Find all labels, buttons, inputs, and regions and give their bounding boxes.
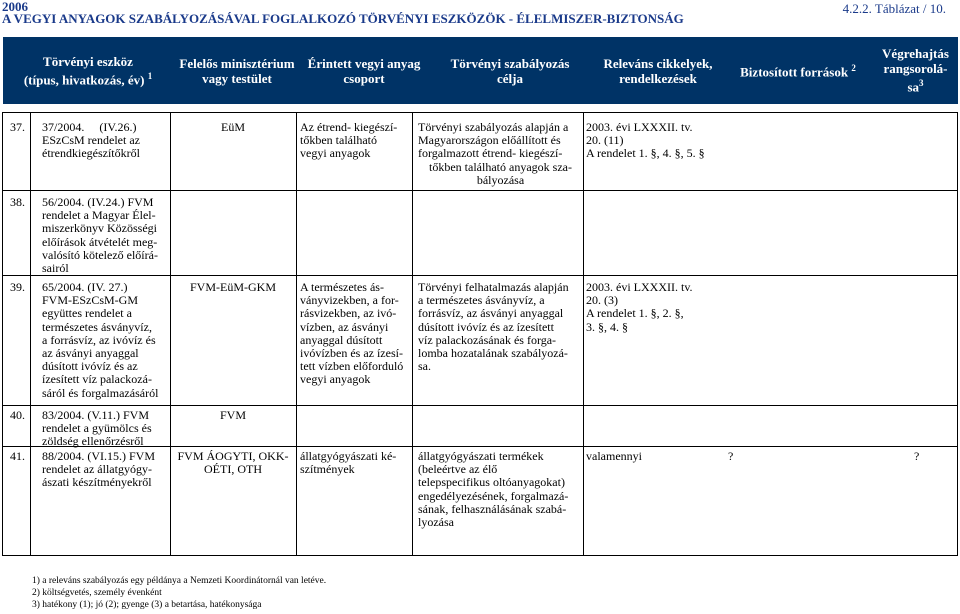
law-line: 83/2004. (V.11.) FVM [42,408,150,422]
footnote-mark-1: 1 [147,70,153,81]
goal-cell [418,281,583,373]
footnote-3: 3) hatékony (1); jó (2); gyenge (3) a betartása, hatékonysága [32,600,262,610]
ministry-line: FVM ÁOGYTI, OKK- [177,449,289,463]
ministry-line: OÉTI, OTH [204,462,262,477]
law-line: zöldség ellenőrzésről [42,434,144,449]
goal-line: (beleértve az élő [418,462,498,477]
priority-cell: ? [914,449,920,463]
goal-line: forrásvíz, az ásványi anyaggal [418,306,564,321]
law-line: természetes ásványvíz, [42,319,152,334]
group-line: állatgyógyászati ké- [300,449,397,463]
column-header-goal-line2: célja [497,70,523,86]
row-number: 39. [10,280,25,294]
row-divider [2,190,958,191]
law-line: ESzCsM rendelet az [42,133,140,148]
group-line: vegyi anyagok [300,372,371,387]
row-number: 40. [10,408,25,422]
law-line: ászati készítményekről [42,475,152,490]
column-header-priority-line1: Végrehajtás [882,46,949,62]
law-cell [42,450,167,490]
header-title: A VEGYI ANYAGOK SZABÁLYOZÁSÁVAL FOGLALKOZÓ TÖRVÉNYI ESZKÖZÖK - ÉLELMISZER-BIZTONSÁG [2,11,684,26]
group-line: rásvizekben, az ivó- [300,306,397,321]
goal-line: dúsított ivóvíz és az ízesített [418,319,554,334]
law-cell [42,281,167,400]
resources-cell: ? [728,449,734,463]
law-cell [42,196,167,275]
column-header-goal-line1: Törvényi szabályozás [450,55,570,71]
law-cell [42,121,167,161]
column-divider [170,112,171,556]
column-header-ministry [173,37,301,104]
law-line: valósító kötelező előírá- [42,247,158,262]
group-cell [300,450,412,476]
goal-line: állatgyógyászati termékek [418,449,544,463]
group-line: szítmények [300,462,355,477]
goal-line: sa. [418,359,431,374]
column-header-goal [427,37,593,104]
column-header-priority-line2: rangsorolá- [883,61,948,77]
articles-cell: valamennyi [586,449,642,463]
goal-line: forgalmazott étrend- kiegészí- [418,146,563,161]
goal-cell [418,450,583,529]
goal-line: lyozása [418,515,454,530]
goal-line: víz palackozásának és forga- [418,332,557,347]
law-line: étrendkiegészítőkről [42,146,140,161]
table-reference: 4.2.2. Táblázat / 10. [842,1,946,16]
law-line: 56/2004. (IV.24.) FVM [42,195,154,209]
ministry-cell: EüM [221,120,245,134]
row-number: 41. [10,449,25,463]
ministry-cell [170,450,296,476]
goal-line: sának, felhasználásának szabá- [418,501,567,516]
column-header-ministry-line2: vagy testület [202,70,272,86]
articles-cell [586,121,726,161]
law-line: sáról és forgalmazásáról [42,385,159,400]
goal-line: telepspecifikus oltóanyagokat) [418,475,565,490]
column-header-law-line2: (típus, hivatkozás, év) [23,72,145,88]
articles-line: A rendelet 1. §, 2. §, [586,306,684,321]
articles-line: 2003. évi LXXXII. tv. [586,280,693,294]
goal-line: Törvényi szabályozás alapján a [418,120,569,134]
group-line: vízben, az ásványi [300,319,389,334]
goal-cell [418,121,583,187]
group-cell [300,281,412,387]
law-line: 88/2004. (VI.15.) FVM [42,449,155,463]
group-line: anyaggal dúsított [300,332,383,347]
column-header-ministry-line1: Felelős minisztérium [179,55,295,71]
footnote-2: 2) költségvetés, személy évenként [32,588,162,598]
articles-line: 20. (3) [586,293,618,308]
law-line: dúsított ivóvíz és az [42,359,138,374]
column-header-articles-line1: Releváns cikkelyek, [603,55,713,71]
law-line: 37/2004. (IV.26.) [42,120,137,134]
row-number: 37. [10,120,25,134]
footnote-1: 1) a releváns szabályozás egy példánya a Nemzeti Koordinátornál van letéve. [32,576,327,586]
column-divider [412,112,413,556]
footnote-mark-3: 3 [919,78,924,89]
group-line: Az étrend- kiegészí- [300,120,398,134]
group-line: ivóvízben és az ízesí- [300,346,403,361]
column-header-priority [873,37,958,104]
goal-line: a természetes ásványvíz, a [418,293,545,308]
column-header-group-line2: csoport [343,70,385,86]
law-line: ízesített víz palackozá- [42,372,152,387]
header-year: 2006 [2,0,28,14]
column-header-law [3,37,173,104]
articles-cell [586,281,726,334]
column-header-resources [723,37,873,104]
group-line: ványvizekben, a for- [300,293,399,308]
law-line: rendelet a Magyar Élel- [42,208,156,223]
column-header-articles [593,37,723,104]
articles-line: A rendelet 1. §, 4. §, 5. § [586,146,705,161]
ministry-cell: FVM [219,408,246,422]
law-line: 65/2004. (IV. 27.) [42,280,128,294]
goal-line: bályozása [476,172,525,187]
law-line: rendelet az állatgyógy- [42,462,152,477]
group-line: A természetes ás- [300,280,384,294]
goal-line: tőkben található anyagok sza- [429,159,572,174]
law-line: sairól [42,261,69,276]
law-cell [42,409,167,449]
group-cell [300,121,412,161]
column-header-articles-line2: rendelkezések [619,70,697,86]
column-header-group [301,37,427,104]
ministry-cell: FVM-EüM-GKM [189,280,276,294]
column-header-law-line1: Törvényi eszköz [43,53,133,69]
articles-line: 3. §, 4. § [586,319,628,334]
group-line: vegyi anyagok [300,146,371,161]
goal-line: Törvényi felhatalmazás alapján [418,280,569,294]
column-divider [583,112,584,556]
articles-line: 20. (11) [586,133,624,148]
group-line: tőkben található [300,133,377,148]
goal-line: lomba hozatalának szabályozá- [418,346,568,361]
law-line: miszerkönyv Közösségi [42,221,157,236]
row-divider [2,405,958,406]
goal-line: engedélyezésének, forgalmazá- [418,488,569,503]
footnote-mark-2: 2 [851,63,856,74]
goal-line: Magyarországon előállított és [418,133,561,148]
law-line: együttes rendelet a [42,306,132,321]
table-header [3,37,958,104]
law-line: az ásványi anyaggal [42,346,139,361]
law-line: FVM-ESzCsM-GM [42,293,139,308]
document-header [2,1,684,25]
column-header-group-line1: Érintett vegyi anyag [307,55,421,71]
column-header-resources-label: Biztosított források [740,64,849,80]
law-line: a forrásvíz, az ivóvíz és [42,332,156,347]
articles-line: 2003. évi LXXXII. tv. [586,120,693,134]
group-line: tett vízben előforduló [300,359,404,374]
row-number: 38. [10,195,25,209]
column-divider [296,112,297,556]
column-divider [30,112,31,556]
column-header-priority-line3: sa [907,79,920,95]
law-line: előírások átvételét meg- [42,234,158,249]
law-line: rendelet a gyümölcs és [42,421,152,436]
